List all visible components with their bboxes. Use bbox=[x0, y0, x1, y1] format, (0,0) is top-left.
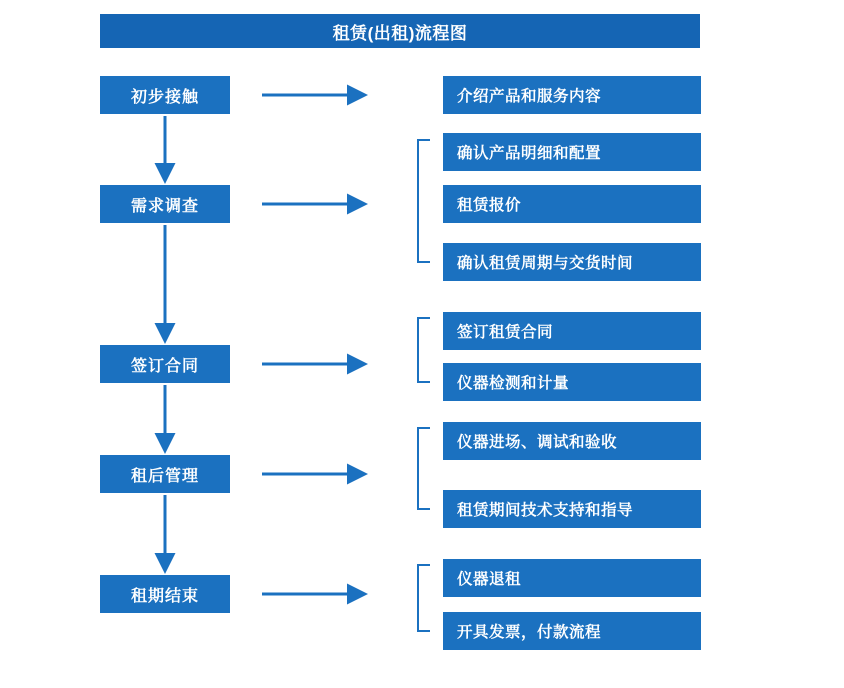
detail-label: 介绍产品和服务内容 bbox=[457, 88, 602, 105]
detail-label: 签订租赁合同 bbox=[457, 324, 554, 341]
stage-label: 租期结束 bbox=[130, 587, 199, 605]
detail-box[interactable] bbox=[443, 133, 701, 171]
detail-label: 仪器退租 bbox=[457, 571, 522, 588]
detail-box[interactable] bbox=[443, 490, 701, 528]
group-bracket bbox=[418, 318, 430, 382]
detail-label: 确认租赁周期与交货时间 bbox=[457, 255, 634, 272]
group-bracket bbox=[418, 140, 430, 262]
detail-box[interactable] bbox=[443, 363, 701, 401]
stage-box[interactable] bbox=[100, 455, 230, 493]
stage-box[interactable] bbox=[100, 76, 230, 114]
detail-box[interactable] bbox=[443, 612, 701, 650]
detail-box[interactable] bbox=[443, 422, 701, 460]
detail-box[interactable] bbox=[443, 243, 701, 281]
horizontal-arrows bbox=[262, 95, 365, 594]
group-bracket bbox=[418, 565, 430, 631]
stage-box[interactable] bbox=[100, 185, 230, 223]
detail-label: 租赁期间技术支持和指导 bbox=[457, 502, 634, 519]
group-brackets bbox=[418, 140, 430, 631]
detail-label: 仪器进场、调试和验收 bbox=[457, 434, 618, 451]
detail-box[interactable] bbox=[443, 185, 701, 223]
detail-label: 开具发票，付款流程 bbox=[457, 624, 602, 641]
page-title: 租赁(出租)流程图 bbox=[100, 14, 700, 48]
detail-box[interactable] bbox=[443, 312, 701, 350]
group-bracket bbox=[418, 428, 430, 509]
detail-box[interactable] bbox=[443, 76, 701, 114]
stage-box[interactable] bbox=[100, 345, 230, 383]
detail-label: 租赁报价 bbox=[457, 197, 522, 214]
stage-label: 需求调查 bbox=[130, 197, 199, 215]
detail-label: 仪器检测和计量 bbox=[457, 375, 570, 392]
stage-box[interactable] bbox=[100, 575, 230, 613]
detail-box[interactable] bbox=[443, 559, 701, 597]
stage-label: 签订合同 bbox=[130, 357, 199, 375]
detail-label: 确认产品明细和配置 bbox=[457, 145, 602, 162]
stage-label: 初步接触 bbox=[130, 88, 199, 106]
stage-label: 租后管理 bbox=[130, 467, 199, 485]
